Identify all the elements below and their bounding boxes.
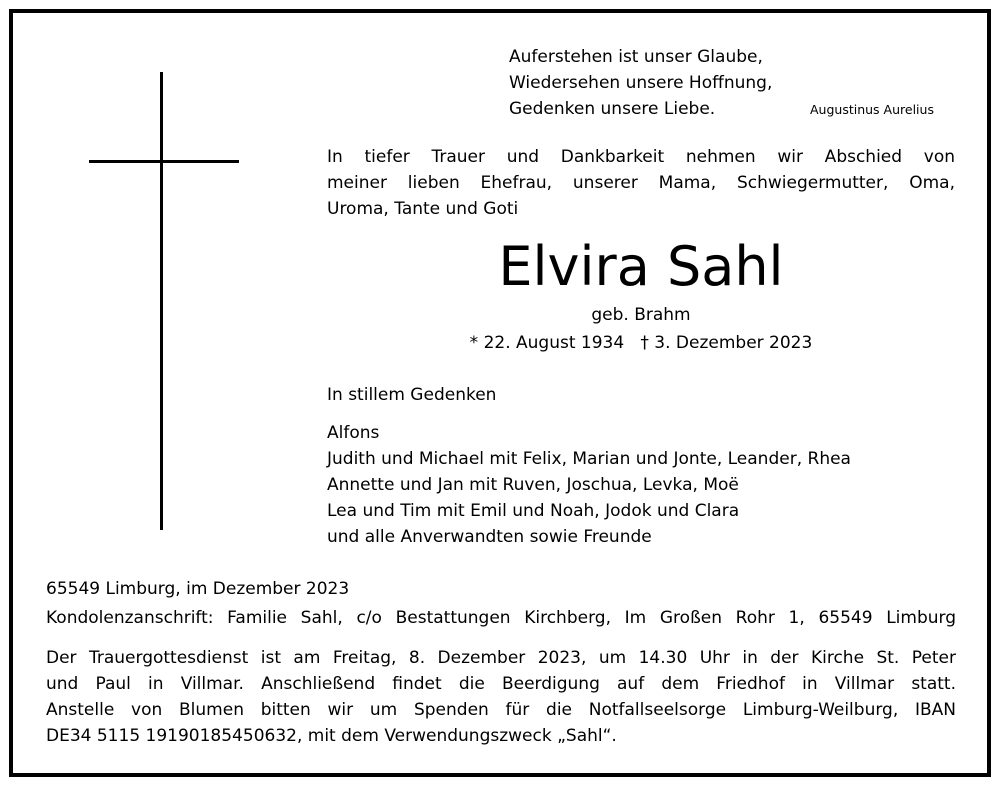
place-date: 65549 Limburg, im Dezember 2023 xyxy=(46,579,350,599)
cross-icon-vertical xyxy=(160,72,163,530)
quote-author: Augustinus Aurelius xyxy=(810,102,934,117)
deceased-name: Elvira Sahl xyxy=(498,235,784,298)
life-dates: * 22. August 1934 † 3. Dezember 2023 xyxy=(469,333,813,353)
cross-icon-horizontal xyxy=(89,160,239,163)
mourners-list xyxy=(327,420,851,550)
quote-line: Wiedersehen unsere Hoffnung, xyxy=(509,73,773,93)
mourners-heading: In stillem Gedenken xyxy=(327,385,497,405)
service-line: und Paul in Villmar. Anschließend findet die Beerdigung auf dem Friedhof in Villmar statt. xyxy=(46,674,956,694)
birth-name: geb. Brahm xyxy=(591,305,691,325)
service-line: Anstelle von Blumen bitten wir um Spenden für die Notfallseelsorge Limburg-Weilburg, IBAN xyxy=(46,700,956,720)
mourner-line: Annette und Jan mit Ruven, Joschua, Levka, Moë xyxy=(327,475,739,495)
service-info xyxy=(46,645,956,749)
mourner-line: Judith und Michael mit Felix, Marian und Jonte, Leander, Rhea xyxy=(327,449,851,469)
quote-text xyxy=(509,44,772,122)
service-line: DE34 5115 19190185450632, mit dem Verwendungszweck „Sahl“. xyxy=(46,726,617,746)
quote-line: Auferstehen ist unser Glaube, xyxy=(509,47,763,67)
intro-line: meiner lieben Ehefrau, unserer Mama, Schwiegermutter, Oma, xyxy=(327,173,955,193)
intro-text xyxy=(327,144,955,222)
condolence-address: Kondolenzanschrift: Familie Sahl, c/o Bestattungen Kirchberg, Im Großen Rohr 1, 65549 Limburg xyxy=(46,608,956,628)
quote-line: Gedenken unsere Liebe. xyxy=(509,99,716,119)
intro-line: Uroma, Tante und Goti xyxy=(327,199,519,219)
service-line: Der Trauergottesdienst ist am Freitag, 8. Dezember 2023, um 14.30 Uhr in der Kirche St. Peter xyxy=(46,648,956,668)
mourner-line: Alfons xyxy=(327,423,380,443)
mourner-line: Lea und Tim mit Emil und Noah, Jodok und Clara xyxy=(327,501,740,521)
intro-line: In tiefer Trauer und Dankbarkeit nehmen wir Abschied von xyxy=(327,147,955,167)
mourner-line: und alle Anverwandten sowie Freunde xyxy=(327,527,652,547)
